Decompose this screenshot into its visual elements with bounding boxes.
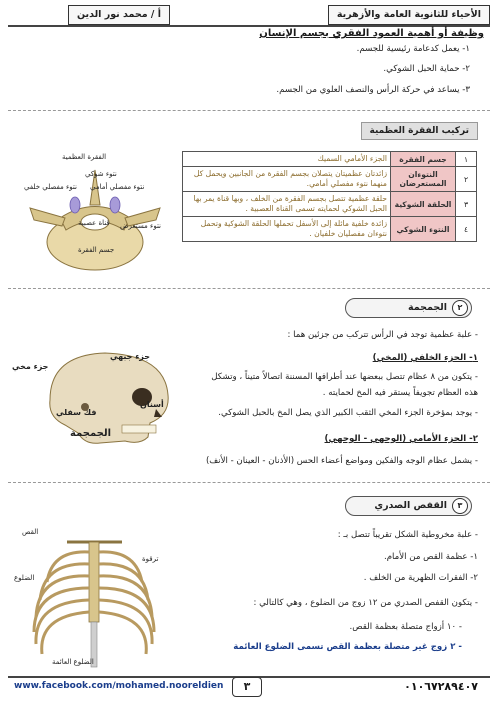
skull-part2-title: ٢- الجزء الأمامي (الوجهي - الوجهي) bbox=[324, 434, 478, 444]
row-num: ٤ bbox=[456, 217, 477, 242]
section1-item-2: ٢- حماية الحبل الشوكي. bbox=[383, 64, 470, 74]
skull-caption: الجمجمة bbox=[70, 428, 112, 439]
row-desc: زائدتان عظميتان يتصلان بجسم الفقرة من الجانبين ويحمل كل منهما نتوء مفصلي أمامي. bbox=[183, 167, 391, 192]
header bbox=[8, 3, 490, 25]
vertebra-label-canal: قناة عصبية bbox=[78, 219, 110, 227]
thorax-l3: - يتكون القفص الصدري من ١٢ زوج من الضلوع ، وهي كالتالي : bbox=[253, 598, 478, 608]
vertebra-label-spinous: نتوء شوكي bbox=[85, 170, 117, 178]
thorax-l1: ١- عظمة القص من الأمام. bbox=[384, 552, 478, 562]
thorax-label-sternum: القص bbox=[22, 528, 39, 536]
skull-label-teeth: أسنان bbox=[140, 400, 164, 409]
vertebra-label-title: الفقرة العظمية bbox=[62, 153, 107, 161]
skull-part1-l3: - يوجد بمؤخرة الجزء المخي الثقب الكبير الذي يصل المخ بالحبل الشوكي. bbox=[218, 408, 478, 418]
thorax-l5: - ٢ زوج غير متصلة بعظمة القص تسمى الضلوع العائمة bbox=[233, 642, 462, 652]
vertebra-table bbox=[182, 151, 477, 242]
vertebra-label-ant-art: نتوء مفصلي أمامي bbox=[90, 183, 145, 191]
divider bbox=[8, 482, 490, 483]
skull-part2-l1: - يشمل عظام الوجه والفكين ومواضع أعضاء الحس (الأذنان - العينان - الأنف) bbox=[205, 456, 478, 466]
header-divider bbox=[8, 25, 490, 27]
section3-num: ٢ bbox=[452, 300, 468, 316]
skull-label-jaw: فك سفلي bbox=[56, 408, 97, 417]
skull-part1-l1: - يتكون من ٨ عظام تتصل ببعضها عند أطرافها المسننة اتصالاً متيناً ، وتشكل bbox=[211, 372, 478, 382]
section1-title: وظيفة أو أهمية العمود الفقري بجسم الإنسان bbox=[259, 28, 484, 39]
skull-part1-title: ١- الجزء الخلفي (المخي) bbox=[372, 353, 478, 363]
thorax-intro: - علبة مخروطية الشكل تقريباً تتصل بـ : bbox=[337, 530, 478, 540]
row-name: جسم الفقرة bbox=[391, 152, 456, 167]
section1-item-3: ٣- يساعد في حركة الرأس والنصف العلوي من الجسم. bbox=[276, 85, 470, 95]
thorax-figure bbox=[12, 522, 177, 672]
page-number: ٣ bbox=[232, 677, 262, 697]
skull-label-face: جزء جبهي bbox=[110, 352, 151, 361]
section4-title: القفص الصدري bbox=[374, 500, 447, 511]
section1-item-1: ١- يعمل كدعامة رئيسية للجسم. bbox=[356, 44, 470, 54]
section3-title: الجمجمة bbox=[407, 302, 447, 313]
row-num: ١ bbox=[456, 152, 477, 167]
table-row bbox=[183, 217, 477, 242]
row-name: النتوء الشوكي bbox=[391, 217, 456, 242]
section2-title: تركيب الفقرة العظمية bbox=[361, 122, 479, 140]
divider bbox=[8, 288, 490, 289]
skull-label-brain: جزء مخي bbox=[12, 362, 49, 371]
vertebra-figure bbox=[20, 150, 170, 275]
thorax-label-floating: الضلوع العائمة bbox=[52, 658, 94, 666]
facebook-link[interactable]: www.facebook.com/mohamed.nooreldien bbox=[14, 681, 224, 691]
section4-num: ٣ bbox=[452, 498, 468, 514]
skull-intro: - علبة عظمية توجد في الرأس تتركب من جزئين هما : bbox=[287, 330, 478, 340]
section4-header bbox=[345, 496, 472, 516]
vertebra-label-transverse: نتوء مستعرض bbox=[120, 222, 162, 230]
row-num: ٣ bbox=[456, 192, 477, 217]
section3-header bbox=[345, 298, 472, 318]
header-author: أ / محمد نور الدين bbox=[68, 5, 170, 25]
row-desc: الجزء الأمامي السميك bbox=[183, 152, 391, 167]
skull-part1-l2: هذه العظام تجويفاً يستقر فيه المخ لحمايته . bbox=[322, 388, 478, 398]
thorax-l4: - ١٠ أزواج متصلة بعظمة القص. bbox=[349, 622, 462, 632]
thorax-l2: ٢- الفقرات الظهرية من الخلف . bbox=[363, 573, 478, 583]
header-title: الأحياء للثانوية العامة والأزهرية bbox=[328, 5, 490, 25]
row-name: الحلقة الشوكية bbox=[391, 192, 456, 217]
row-desc: زائدة خلفية مائلة إلى الأسفل تحملها الحلقة الشوكية وتحمل نتوءان مفصليان خلفيان . bbox=[183, 217, 391, 242]
row-name: النتوءان المستعرضان bbox=[391, 167, 456, 192]
phone-number: ٠١٠٦٧٢٨٩٤٠٧ bbox=[404, 680, 478, 693]
thorax-label-clavicle: ترقوة bbox=[142, 555, 159, 563]
table-row bbox=[183, 152, 477, 167]
row-num: ٢ bbox=[456, 167, 477, 192]
table-row bbox=[183, 192, 477, 217]
vertebra-label-post-art: نتوء مفصلي خلفي bbox=[24, 183, 77, 191]
divider bbox=[8, 110, 490, 111]
vertebra-label-body: جسم الفقرة bbox=[78, 246, 115, 254]
thorax-label-ribs: الضلوع bbox=[14, 574, 35, 582]
row-desc: حلقة عظمية تتصل بجسم الفقرة من الخلف ، وبها قناة يمر بها الحبل الشوكي لحمايته تسمى القناة العصبية . bbox=[183, 192, 391, 217]
table-row bbox=[183, 167, 477, 192]
